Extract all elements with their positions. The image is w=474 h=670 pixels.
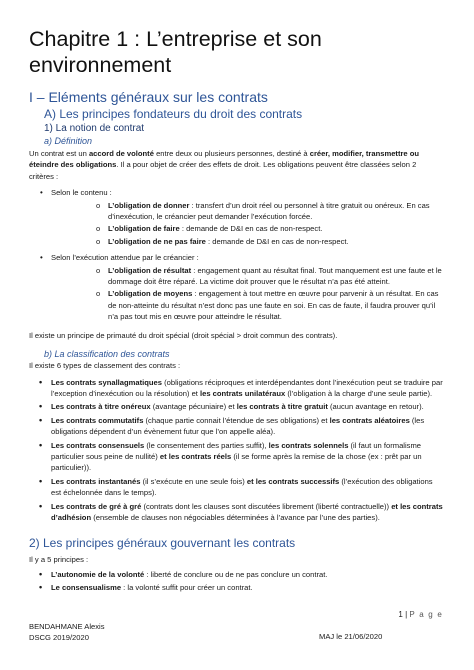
types-intro: Il existe 6 types de classement des contrats : xyxy=(29,361,181,371)
list-item-text-run: (ensemble de clauses non négociables déterminées à l’avance par l’une des parties). xyxy=(91,512,380,522)
list-item-bold-run: L’autonomie de la volonté xyxy=(51,569,145,579)
primaute-paragraph: Il existe un principe de primauté du droit spécial (droit spécial > droit commun des contrats). xyxy=(29,330,338,340)
criterion-content-label: Selon le contenu : xyxy=(51,188,112,198)
chapter-title-line-1: Chapitre 1 : L’entreprise et son xyxy=(29,27,322,51)
list-item-text-run: (le consentement des parties suffit), xyxy=(144,440,269,450)
page-content xyxy=(29,26,443,594)
definition-paragraph xyxy=(29,148,443,182)
criterion-execution xyxy=(29,252,443,322)
list-item xyxy=(29,501,443,524)
list-item-text-run: (obligations réciproques et interdépendantes dont l’inexécution peut se traduire par l’exception d’inexécution ou la résolution) et xyxy=(51,377,443,398)
list-item-bold-run: Le consensualisme xyxy=(51,583,122,593)
list-item-text-run: : demande de D&I en cas de non-respect. xyxy=(179,224,323,234)
definition-paragraph-text-run: . Il a pour objet de créer des effets de droit. Les obligations peuvent être classées selon 2 critères : xyxy=(29,160,417,181)
footer-course: DSCG 2019/2020 xyxy=(29,633,89,642)
contract-types-list xyxy=(29,377,443,524)
list-item-bold-run: Les contrats instantanés xyxy=(51,476,141,486)
list-item-bold-run: Les contrats à titre onéreux xyxy=(51,402,151,412)
definition-paragraph-text-run: Un contrat est un xyxy=(29,149,89,158)
list-item-bold-run: Les contrats commutatifs xyxy=(51,415,144,425)
list-item xyxy=(29,377,443,400)
list-item-bold-run: L’obligation de faire xyxy=(108,224,180,234)
list-item-bold-run: et les contrats d’adhésion xyxy=(51,501,443,522)
heading-principes-generaux: 2) Les principes généraux gouvernant les contrats xyxy=(29,536,296,551)
list-item xyxy=(29,582,443,593)
list-item-text-run: (avantage pécuniaire) et xyxy=(150,402,237,412)
criteria-list xyxy=(29,187,443,322)
list-item-bold-run: les contrats à titre gratuit xyxy=(236,402,328,412)
criterion-content xyxy=(29,187,443,247)
heading-definition: a) Définition xyxy=(44,136,93,146)
list-item-text-run: (il s’exécute en une seule fois) xyxy=(140,476,247,486)
list-item xyxy=(51,223,443,234)
list-item xyxy=(51,200,443,223)
list-item-bold-run: Les contrats synallagmatiques xyxy=(51,377,162,387)
list-item-bold-run: L’obligation de ne pas faire xyxy=(108,236,206,246)
list-item xyxy=(51,288,443,322)
page-number-word: P a g e xyxy=(409,610,443,619)
list-item-text-run: (il se forme après la remise de la chose (ex : prêt par un particulier)). xyxy=(51,451,422,473)
definition-paragraph-bold-run: créer, modifier, transmettre ou éteindre des obligations xyxy=(29,149,420,170)
principes-list xyxy=(29,569,443,594)
list-item-bold-run: et les contrats réels xyxy=(159,451,232,461)
content-obligations-list xyxy=(51,200,443,248)
chapter-title-line-2: environnement xyxy=(29,53,172,77)
chapter-title xyxy=(29,26,443,78)
heading-notion-contrat: 1) La notion de contrat xyxy=(44,123,145,134)
footer-updated: MAJ le 21/06/2020 xyxy=(319,632,383,641)
list-item-bold-run: les contrats aléatoires xyxy=(329,415,410,425)
subsection-heading-a: A) Les principes fondateurs du droit des contrats xyxy=(44,107,303,121)
list-item-text-run: (chaque partie connait l’étendue de ses obligations) et xyxy=(143,415,330,425)
list-item-text-run: (l’exécution des obligations est échelonnée dans le temps). xyxy=(51,476,433,498)
list-item-text-run: : liberté de conclure ou de ne pas conclure un contrat. xyxy=(144,569,328,579)
list-item-text-run: : engagement quant au résultat final. Tout manquement est une faute et le dommage doit être réparé. La victime doit prouver que le résultat n’a pas été atteint. xyxy=(108,265,442,287)
list-item-bold-run: et les contrats successifs xyxy=(246,476,340,486)
list-item-text-run: (il faut un formalisme particulier sous peine de nullité) xyxy=(51,440,422,461)
list-item-text-run: : la volonté suffit pour créer un contrat. xyxy=(121,583,253,593)
definition-paragraph-text-run: entre deux ou plusieurs personnes, destiné à xyxy=(153,149,310,158)
criterion-execution-label: Selon l’exécution attendue par le créancier : xyxy=(51,253,199,263)
list-item-text-run: : demande de D&I en cas de non-respect. xyxy=(205,236,349,246)
list-item-text-run: (les obligations dépendent d’un évènement futur que l’on appelle aléa). xyxy=(51,415,425,437)
list-item-bold-run: L’obligation de moyens xyxy=(108,289,193,299)
list-item-text-run: (aucun avantage en retour). xyxy=(327,402,424,412)
page-number-separator: | xyxy=(402,610,410,619)
list-item xyxy=(51,236,443,247)
heading-classification: b) La classification des contrats xyxy=(44,349,170,360)
list-item xyxy=(29,415,443,438)
section-heading-1: I – Eléments généraux sur les contrats xyxy=(29,89,268,105)
list-item-bold-run: les contrats unilatéraux xyxy=(200,388,286,398)
definition-paragraph-bold-run: accord de volonté xyxy=(88,149,154,158)
page-number xyxy=(398,610,443,619)
list-item-bold-run: Les contrats de gré à gré xyxy=(51,501,142,511)
list-item-text-run: (l’obligation à la charge d’une seule partie). xyxy=(285,388,433,398)
footer-author: BENDAHMANE Alexis xyxy=(29,622,105,631)
list-item-bold-run: Les contrats consensuels xyxy=(51,440,145,450)
list-item xyxy=(29,569,443,580)
list-item xyxy=(29,440,443,474)
list-item-bold-run: les contrats solennels xyxy=(268,440,349,450)
list-item xyxy=(29,476,443,499)
list-item-bold-run: L’obligation de résultat xyxy=(108,265,192,275)
list-item-bold-run: L’obligation de donner xyxy=(108,200,190,210)
list-item xyxy=(29,401,443,412)
page-number-value: 1 xyxy=(398,610,403,619)
list-item-text-run: : engagement à tout mettre en œuvre pour parvenir à un résultat. En cas de non-atteinte du résultat n’est donc pas une faute en soi. En cas de faute, il faudra prouver qu’il n’a pas tout mis en œuvre pour atteindre le résultat. xyxy=(108,289,439,322)
list-item-text-run: (contrats dont les clauses sont discutées librement (liberté contractuelle)) xyxy=(141,501,392,511)
execution-obligations-list xyxy=(51,265,443,323)
list-item-text-run: : transfert d’un droit réel ou personnel à titre gratuit ou onéreux. En cas d’inexécution, le créancier peut demander l’exécution forcée. xyxy=(108,200,430,222)
list-item xyxy=(51,265,443,288)
principes-intro: Il y a 5 principes : xyxy=(29,555,89,565)
